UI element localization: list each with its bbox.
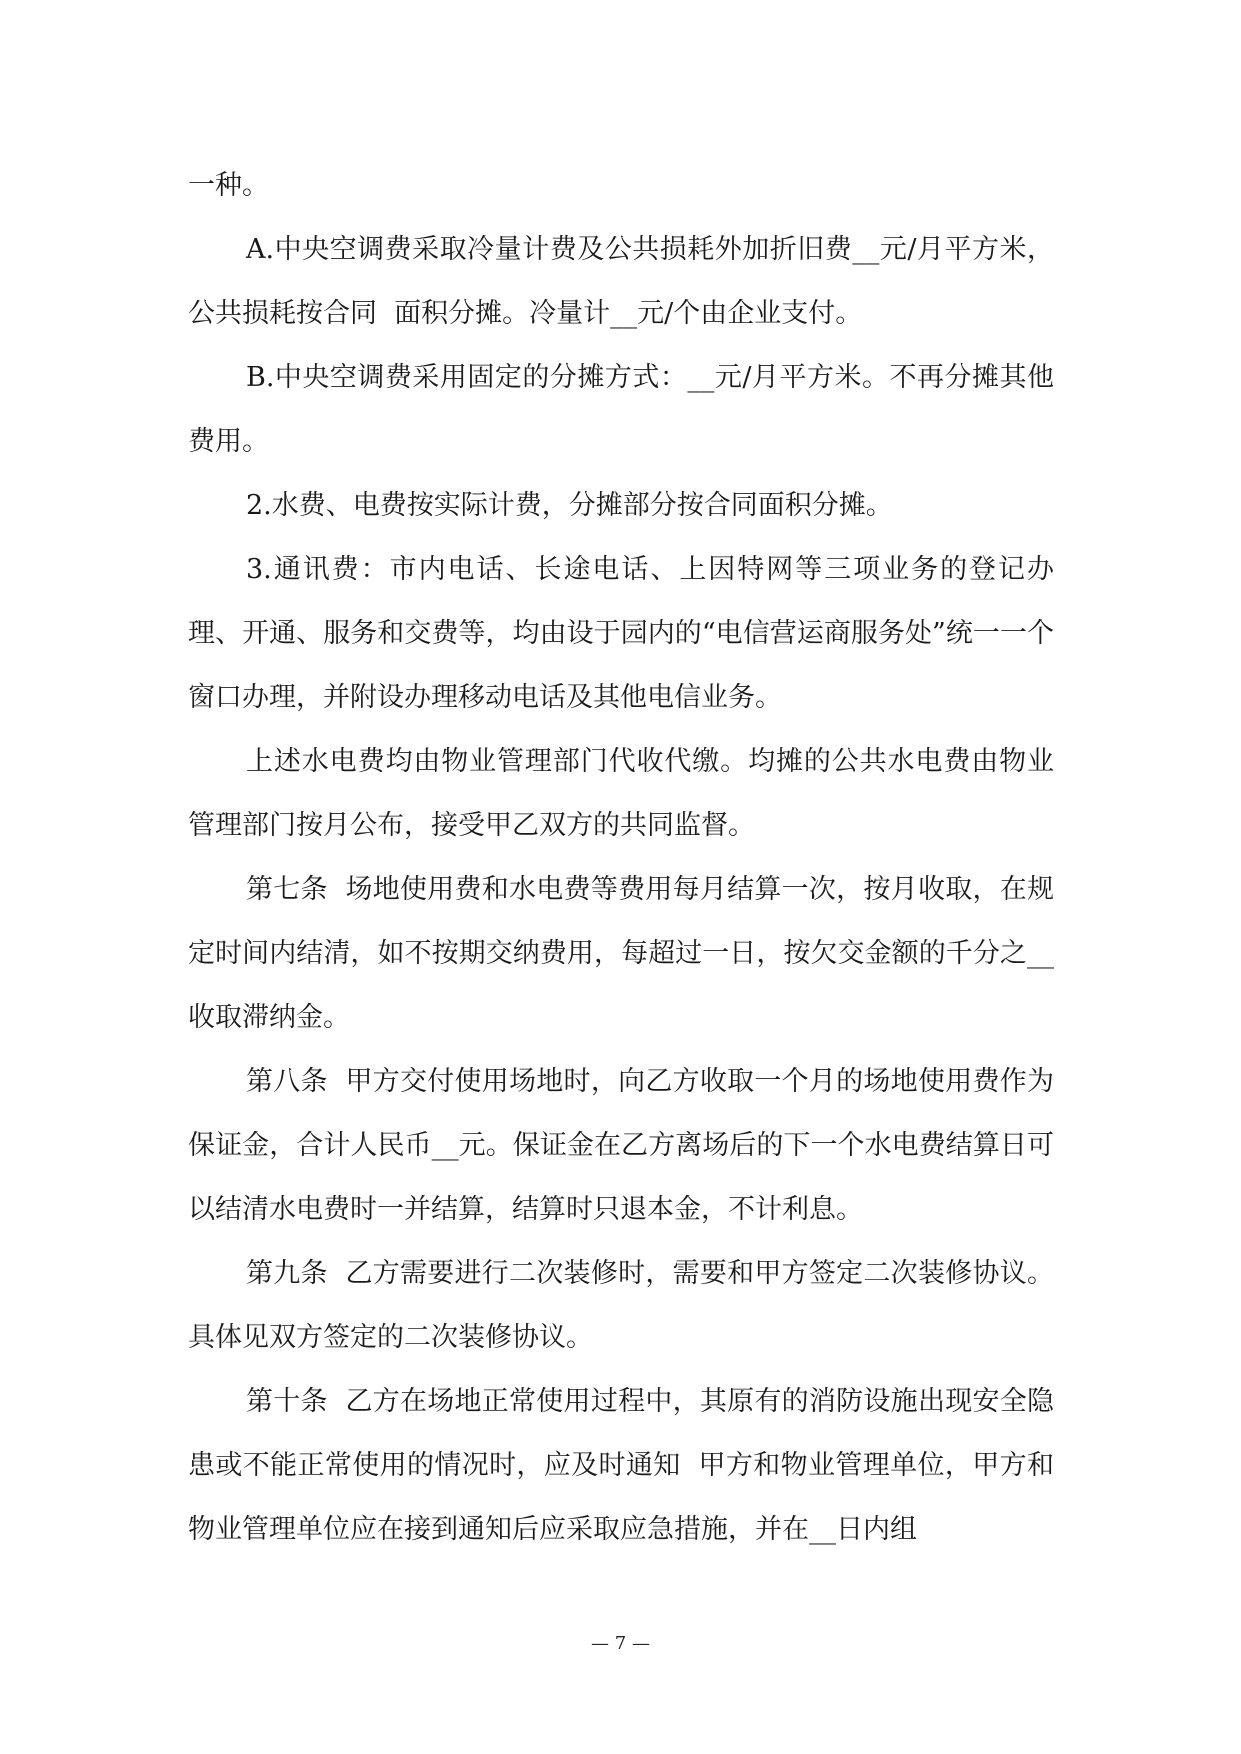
paragraph-article-7: 第七条 场地使用费和水电费等费用每月结算一次，按月收取，在规定时间内结清，如不按期交纳费用，每超过一日，按欠交金额的千分之__收取滞纳金。 <box>188 874 1054 1033</box>
paragraph-utility-note: 上述水电费均由物业管理部门代收代缴。均摊的公共水电费由物业管理部门按月公布，接受甲乙双方的共同监督。 <box>188 746 1054 841</box>
paragraph-article-9: 第九条 乙方需要进行二次装修时，需要和甲方签定二次装修协议。具体见双方签定的二次装修协议。 <box>188 1258 1054 1353</box>
paragraph-item-3: 3.通讯费：市内电话、长途电话、上因特网等三项业务的登记办理、开通、服务和交费等，均由设于园内的“电信营运商服务处”统一一个窗口办理，并附设办理移动电话及其他电信业务。 <box>188 554 1054 713</box>
body-text <box>188 154 1054 1562</box>
paragraph-clause-a: A.中央空调费采取冷量计费及公共损耗外加折旧费__元/月平方米，公共损耗按合同 面积分摊。冷量计__元/个由企业支付。 <box>188 234 1054 329</box>
paragraph-article-8: 第八条 甲方交付使用场地时，向乙方收取一个月的场地使用费作为保证金，合计人民币__元。保证金在乙方离场后的下一个水电费结算日可以结清水电费时一并结算，结算时只退本金，不计利息。 <box>188 1066 1054 1225</box>
paragraph-article-10: 第十条 乙方在场地正常使用过程中，其原有的消防设施出现安全隐患或不能正常使用的情况时，应及时通知 甲方和物业管理单位，甲方和物业管理单位应在接到通知后应采取应急措施，并在__日内组 <box>188 1386 1054 1545</box>
paragraph-clause-b: B.中央空调费采用固定的分摊方式：__元/月平方米。不再分摊其他费用。 <box>188 362 1054 457</box>
page-number: — 7 — <box>591 1633 650 1654</box>
paragraph-item-2: 2.水费、电费按实际计费，分摊部分按合同面积分摊。 <box>246 490 893 521</box>
paragraph-continuation: 一种。 <box>188 170 269 201</box>
